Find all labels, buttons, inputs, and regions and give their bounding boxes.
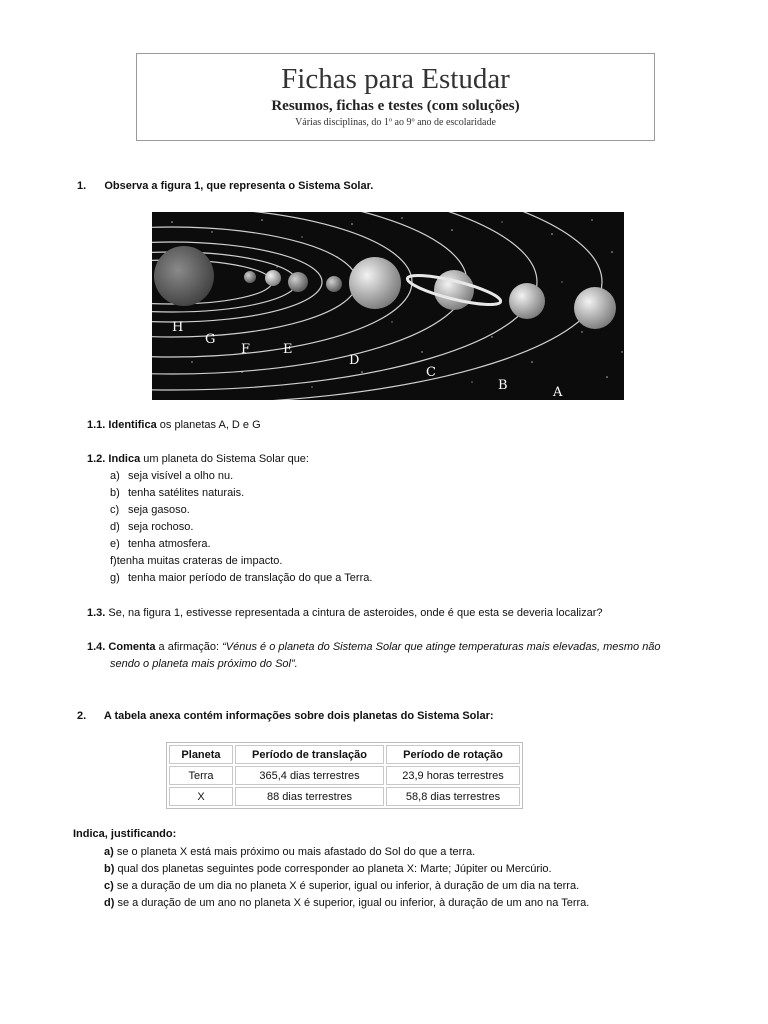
label-h: H (172, 320, 184, 335)
sun (154, 246, 214, 306)
question-1 (77, 180, 373, 192)
list-item (104, 846, 475, 858)
list-item (110, 555, 282, 567)
question-1-4-verb: Comenta (108, 641, 156, 653)
item-text: qual dos planetas seguintes pode corresponder ao planeta X: Marte; Júpiter ou Mercúrio. (114, 863, 552, 875)
planet-mars (326, 276, 342, 292)
table-header: Período de rotação (386, 745, 520, 764)
planet-table (166, 742, 523, 809)
question-1-1-number: 1.1. (87, 419, 106, 431)
item-text: seja visível a olho nu. (128, 470, 234, 482)
table-cell: 23,9 horas terrestres (386, 766, 520, 785)
list-item (110, 538, 211, 550)
item-letter: a) (110, 470, 120, 482)
item-letter: e) (110, 538, 120, 550)
item-letter: a) (104, 846, 114, 858)
item-text: seja rochoso. (128, 521, 194, 533)
question-1-2-text: um planeta do Sistema Solar que: (140, 453, 309, 465)
list-item (110, 504, 190, 516)
label-a: A (553, 385, 563, 400)
planet-jupiter (349, 257, 401, 309)
list-item (110, 487, 244, 499)
list-item (110, 521, 193, 533)
item-letter: d) (110, 521, 120, 533)
item-text: tenha muitas crateras de impacto. (116, 555, 283, 567)
question-1-4-text: a afirmação: (155, 641, 223, 653)
list-item (104, 897, 589, 909)
table-cell: 88 dias terrestres (235, 787, 384, 806)
question-1-3-text: Se, na figura 1, estivesse representada a cintura de asteroides, onde é que esta se deveria localizar? (108, 607, 603, 619)
planet-earth (288, 272, 308, 292)
table-cell: 58,8 dias terrestres (386, 787, 520, 806)
planet-mercury (244, 271, 256, 283)
item-letter: c) (110, 504, 120, 516)
table-header: Período de translação (235, 745, 384, 764)
item-letter: d) (104, 897, 115, 909)
question-2 (77, 710, 494, 722)
question-1-4-quote-line-2: sendo o planeta mais próximo do Sol”. (110, 658, 298, 670)
item-text: se a duração de um ano no planeta X é superior, igual ou inferior, à duração de um ano na Terra. (114, 897, 590, 909)
question-1-2-verb: Indica (108, 453, 141, 465)
table-row (169, 766, 520, 785)
question-1-1 (87, 419, 261, 431)
item-letter: b) (104, 863, 115, 875)
table-row (169, 787, 520, 806)
question-1-4-quote-line-1: “Vénus é o planeta do Sistema Solar que atinge temperaturas mais elevadas, mesmo não (222, 641, 661, 653)
list-item (110, 572, 372, 584)
table-header: Planeta (169, 745, 233, 764)
label-d: D (349, 353, 360, 368)
question-1-3 (87, 607, 603, 619)
planet-uranus (509, 283, 545, 319)
table-cell: X (169, 787, 233, 806)
solar-system-figure (152, 212, 624, 400)
item-text: tenha satélites naturais. (128, 487, 245, 499)
item-letter: b) (110, 487, 120, 499)
question-1-3-number: 1.3. (87, 607, 106, 619)
item-text: tenha atmosfera. (128, 538, 211, 550)
site-header (136, 53, 655, 141)
item-letter: f) (110, 555, 117, 567)
item-text: se a duração de um dia no planeta X é superior, igual ou inferior, à duração de um dia na terra. (113, 880, 580, 892)
question-1-number: 1. (77, 180, 87, 192)
question-2-number: 2. (77, 710, 87, 722)
question-2-intro: Indica, justificando: (73, 828, 177, 840)
list-item (110, 470, 233, 482)
label-f: F (241, 342, 251, 357)
site-title: Fichas para Estudar (281, 63, 510, 95)
list-item (104, 880, 579, 892)
question-2-text: A tabela anexa contém informações sobre dois planetas do Sistema Solar: (103, 710, 494, 722)
question-1-4-number: 1.4. (87, 641, 106, 653)
question-1-1-verb: Identifica (108, 419, 157, 431)
label-b: B (498, 378, 508, 393)
planet-venus (265, 270, 281, 286)
question-1-2-number: 1.2. (87, 453, 106, 465)
table-header-row (169, 745, 520, 764)
question-1-2 (87, 453, 309, 465)
item-text: tenha maior período de translação do que a Terra. (128, 572, 373, 584)
question-1-4-continuation (110, 658, 298, 670)
question-1-text: Observa a figura 1, que representa o Sistema Solar. (104, 180, 374, 192)
item-letter: g) (110, 572, 120, 584)
item-letter: c) (104, 880, 114, 892)
stars (171, 217, 622, 387)
label-g: G (205, 332, 216, 347)
question-1-4 (87, 641, 661, 653)
site-subtitle: Resumos, fichas e testes (com soluções) (271, 98, 520, 114)
site-tagline: Várias disciplinas, do 1º ao 9º ano de escolaridade (295, 117, 496, 128)
label-e: E (283, 342, 293, 357)
planet-saturn (405, 270, 503, 311)
label-c: C (426, 365, 436, 380)
table-cell: 365,4 dias terrestres (235, 766, 384, 785)
table-cell: Terra (169, 766, 233, 785)
planet-neptune (574, 287, 616, 329)
item-text: seja gasoso. (128, 504, 190, 516)
solar-system-image (152, 212, 624, 400)
list-item (104, 863, 552, 875)
question-1-1-text: os planetas A, D e G (156, 419, 261, 431)
item-text: se o planeta X está mais próximo ou mais afastado do Sol do que a terra. (113, 846, 476, 858)
